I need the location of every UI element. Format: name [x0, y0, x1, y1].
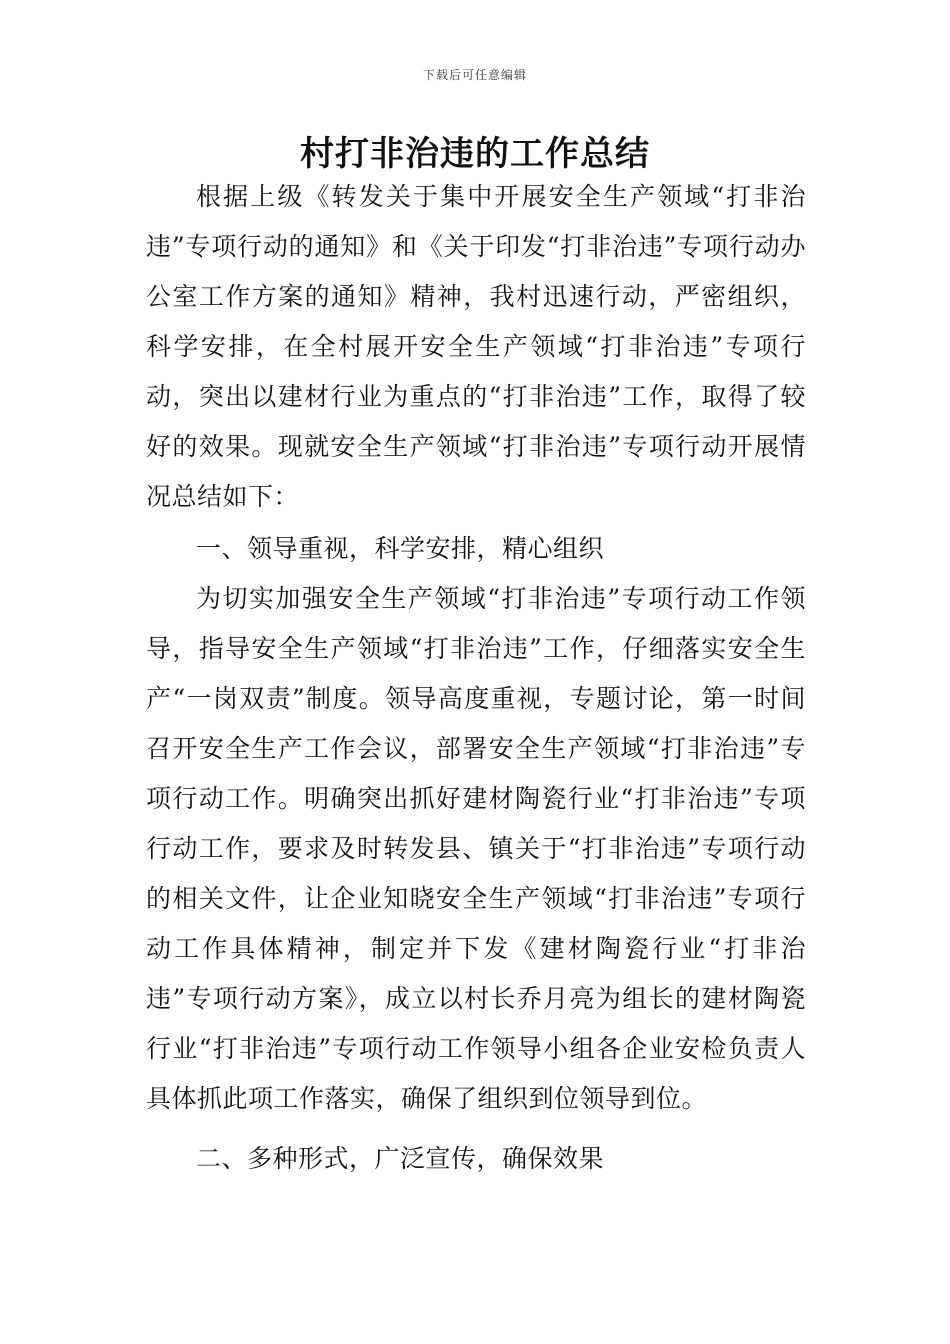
- header-note: 下载后可任意编辑: [422, 68, 527, 82]
- document-body: [146, 172, 806, 1184]
- spacer: [146, 1124, 806, 1134]
- section-1-heading: 一、领导重视，科学安排，精心组织: [196, 534, 605, 563]
- intro-paragraph: 根据上级《转发关于集中开展安全生产领域“打非治违”专项行动的通知》和《关于印发“打非治违”专项行动办公室工作方案的通知》精神，我村迅速行动，严密组织，科学安排，在全村展开安全生产领域“打非治违”专项行动，突出以建材行业为重点的“打非治违”工作，取得了较好的效果。现就安全生产领域“打非治违”专项行动开展情况总结如下：: [146, 182, 806, 511]
- document-title: 村打非治违的工作总结: [300, 134, 650, 174]
- section-1-paragraph: 为切实加强安全生产领域“打非治违”专项行动工作领导，指导安全生产领域“打非治违”工作，仔细落实安全生产“一岗双责”制度。领导高度重视，专题讨论，第一时间召开安全生产工作会议，部署安全生产领域“打非治违”专项行动工作。明确突出抓好建材陶瓷行业“打非治违”专项行动工作，要求及时转发县、镇关于“打非治违”专项行动的相关文件，让企业知晓安全生产领域“打非治违”专项行动工作具体精神，制定并下发《建材陶瓷行业“打非治违”专项行动方案》，成立以村长乔月亮为组长的建材陶瓷行业“打非治违”专项行动工作领导小组各企业安检负责人具体抓此项工作落实，确保了组织到位领导到位。: [146, 584, 806, 1113]
- section-2-heading: 二、多种形式，广泛宣传，确保效果: [196, 1144, 605, 1173]
